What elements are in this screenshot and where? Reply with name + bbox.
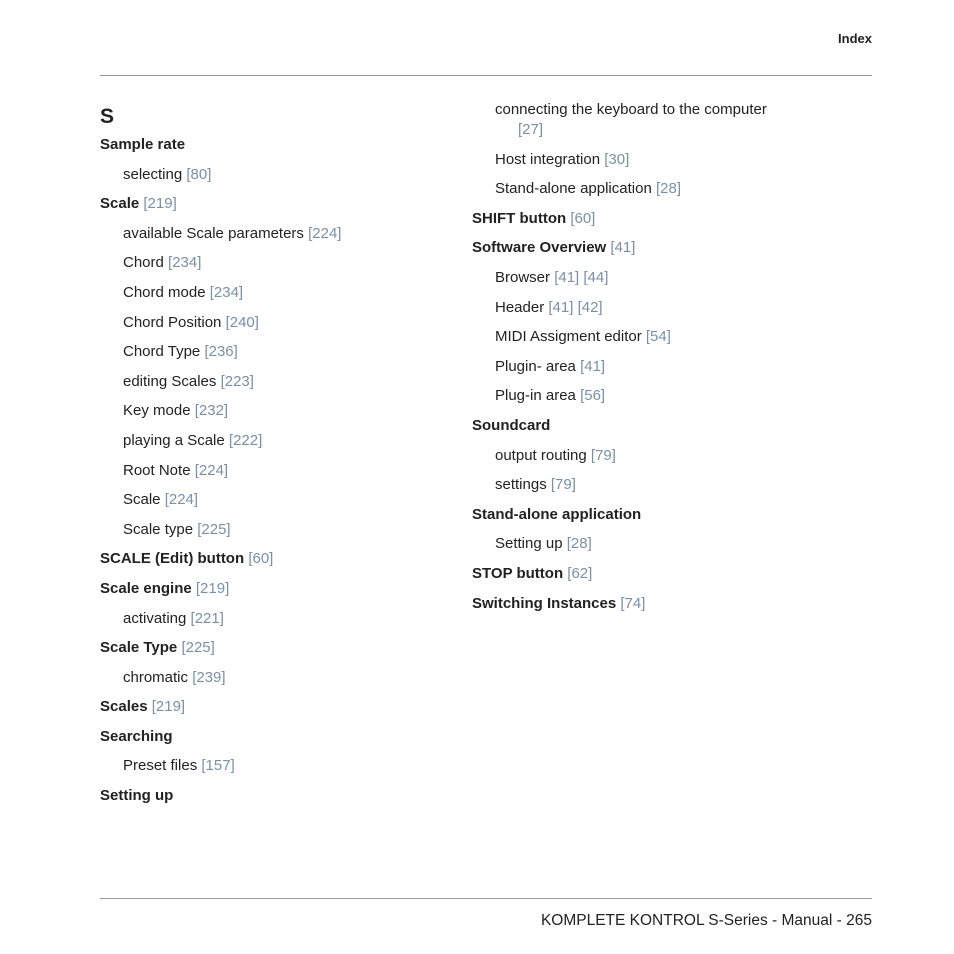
page-refs — [495, 120, 812, 140]
index-sub-entry — [100, 165, 440, 185]
page-refs — [139, 195, 177, 212]
index-term: Plugin- area — [495, 357, 576, 375]
page-footer: KOMPLETE KONTROL S-Series - Manual - 265 — [540, 912, 872, 929]
page-ref-link[interactable]: [79] — [590, 446, 616, 464]
page-refs — [600, 151, 629, 168]
page-refs — [547, 476, 576, 493]
page-refs — [566, 210, 595, 227]
footer-divider — [100, 898, 872, 899]
index-sub-entry — [100, 224, 440, 244]
page-ref-link[interactable]: [56] — [580, 387, 606, 405]
page-ref-link[interactable]: [27] — [518, 121, 544, 138]
page-refs — [587, 447, 616, 464]
page-ref-link[interactable]: [41] — [580, 357, 606, 375]
page-ref-link[interactable]: [221] — [190, 609, 224, 627]
index-term: Stand-alone application — [495, 180, 652, 198]
page-ref-link[interactable]: [41] — [610, 239, 636, 257]
index-sub-entry — [472, 268, 812, 288]
index-sub-entry — [472, 446, 812, 466]
index-sub-entry — [472, 298, 812, 318]
index-term: Browser — [495, 268, 551, 286]
page-ref-link[interactable]: [219] — [151, 698, 186, 716]
page-refs — [188, 669, 226, 686]
index-main-entry — [100, 638, 440, 658]
page-ref-link[interactable]: [157] — [201, 757, 235, 775]
index-term: Soundcard — [472, 416, 551, 434]
page-refs — [563, 535, 592, 552]
page-refs — [216, 373, 254, 390]
index-column-left — [100, 100, 440, 816]
index-sub-entry — [100, 283, 440, 303]
index-term: chromatic — [123, 668, 189, 686]
index-term: Scale — [123, 491, 161, 509]
page-ref-link[interactable]: [41] — [548, 298, 574, 316]
index-term: Searching — [100, 727, 173, 745]
index-term: Key mode — [123, 402, 191, 420]
index-term: available Scale parameters — [123, 224, 304, 242]
index-term: settings — [495, 476, 547, 494]
index-sub-entry — [100, 668, 440, 688]
page-refs — [304, 225, 342, 242]
index-term: Stand-alone application — [472, 505, 642, 523]
page-refs — [191, 462, 229, 479]
index-main-entry — [472, 416, 812, 436]
index-term: STOP button — [472, 564, 564, 582]
index-term: SCALE (Edit) button — [100, 550, 245, 568]
index-main-entry — [100, 549, 440, 569]
page-ref-link[interactable]: [234] — [209, 283, 244, 301]
page-refs — [225, 432, 263, 449]
index-main-entry — [472, 238, 812, 258]
index-term: activating — [123, 609, 187, 627]
index-term: Scale engine — [100, 579, 192, 597]
index-main-entry — [100, 194, 440, 214]
index-sub-entry — [100, 401, 440, 421]
index-term: Host integration — [495, 150, 601, 168]
running-header: Index — [838, 31, 872, 46]
index-sub-entry — [100, 461, 440, 481]
left-entry-list — [100, 135, 440, 806]
index-term: Preset files — [123, 757, 198, 775]
index-term: Sample rate — [100, 136, 186, 153]
page-ref-link[interactable]: [41] — [554, 268, 580, 286]
index-main-entry — [100, 697, 440, 717]
page-ref-link[interactable]: [54] — [645, 328, 671, 346]
page-ref-link[interactable]: [232] — [194, 402, 229, 420]
index-sub-entry — [472, 179, 812, 199]
page-refs — [182, 166, 211, 183]
index-main-entry — [472, 209, 812, 229]
page-ref-link[interactable]: [223] — [220, 372, 254, 390]
index-term: Chord Position — [123, 313, 222, 331]
page-ref-link[interactable]: [225] — [181, 639, 215, 657]
page-ref-link[interactable]: [79] — [550, 476, 576, 494]
index-sub-entry — [472, 150, 812, 170]
page-refs — [642, 328, 671, 345]
index-term: Scale — [100, 195, 140, 213]
page-ref-link[interactable]: [80] — [186, 165, 212, 183]
page-ref-link[interactable]: [74] — [620, 594, 646, 612]
page-ref-link[interactable]: [219] — [195, 579, 230, 597]
page-ref-link[interactable]: [224] — [194, 461, 229, 479]
index-main-entry — [472, 505, 812, 525]
index-sub-entry — [472, 357, 812, 377]
page-refs — [193, 521, 231, 538]
index-term: playing a Scale — [123, 431, 225, 449]
page-refs — [197, 757, 235, 774]
page-refs — [192, 580, 230, 597]
index-term: Setting up — [100, 787, 174, 805]
index-sub-entry — [472, 386, 812, 406]
page-refs — [200, 343, 238, 360]
index-sub-entry — [100, 431, 440, 451]
index-column-right — [472, 100, 812, 623]
index-term: editing Scales — [123, 372, 217, 390]
index-sub-entry — [100, 253, 440, 273]
page-refs — [576, 358, 605, 375]
page-refs — [550, 269, 608, 286]
index-main-entry — [100, 786, 440, 806]
index-term: Scale Type — [100, 639, 178, 657]
page-ref-link[interactable]: [62] — [567, 564, 593, 582]
index-letter-heading: S — [100, 105, 115, 128]
page-ref-link[interactable]: [42] — [577, 298, 603, 316]
index-term: Scales — [100, 698, 148, 716]
index-term: Setting up — [495, 535, 563, 553]
page-refs — [164, 254, 202, 271]
index-term: Chord Type — [123, 343, 201, 361]
page-ref-link[interactable]: [60] — [248, 550, 274, 568]
index-sub-entry — [100, 490, 440, 510]
index-sub-entry — [472, 100, 812, 140]
index-term: output routing — [495, 446, 587, 464]
page-ref-link[interactable]: [30] — [604, 150, 630, 168]
page-ref-link[interactable]: [28] — [566, 535, 592, 553]
page-refs — [563, 565, 592, 582]
index-term: Software Overview — [472, 239, 607, 257]
index-term: Scale type — [123, 520, 194, 538]
index-term: Plug-in area — [495, 387, 576, 405]
page-ref-link[interactable]: [28] — [655, 180, 681, 198]
index-term: Switching Instances — [472, 594, 617, 612]
page-refs — [191, 402, 229, 419]
index-sub-entry — [472, 475, 812, 495]
page-refs — [576, 387, 605, 404]
index-sub-entry — [100, 520, 440, 540]
page-ref-link[interactable]: [234] — [168, 254, 202, 272]
page-ref-link[interactable]: [236] — [204, 343, 238, 361]
index-term: selecting — [123, 165, 183, 183]
index-term: MIDI Assigment editor — [495, 328, 642, 346]
index-main-entry — [472, 564, 812, 584]
page-refs — [544, 299, 602, 316]
page-refs — [221, 314, 259, 331]
index-term: Root Note — [123, 461, 191, 479]
page-refs — [186, 610, 224, 627]
page-ref-link[interactable]: [44] — [583, 268, 609, 286]
page-refs — [244, 550, 273, 567]
index-sub-entry — [100, 372, 440, 392]
index-sub-entry — [100, 313, 440, 333]
header-divider — [100, 75, 872, 76]
page-ref-link[interactable]: [60] — [570, 209, 596, 227]
index-main-entry — [100, 579, 440, 599]
page-ref-link[interactable]: [240] — [225, 313, 259, 331]
page-refs — [616, 595, 645, 612]
page-refs — [148, 698, 186, 715]
page-ref-link[interactable]: [224] — [308, 224, 342, 242]
index-sub-entry — [100, 342, 440, 362]
page-ref-link[interactable]: [219] — [143, 195, 177, 213]
page-ref-link[interactable]: [224] — [164, 491, 199, 509]
index-term: Chord mode — [123, 283, 206, 301]
index-main-entry — [100, 727, 440, 747]
page-refs — [161, 491, 199, 508]
page-refs — [652, 180, 681, 197]
index-sub-entry — [100, 609, 440, 629]
page-refs — [606, 239, 635, 256]
right-entry-list — [472, 100, 812, 614]
index-sub-entry — [100, 756, 440, 776]
index-main-entry — [472, 594, 812, 614]
index-term: SHIFT button — [472, 209, 567, 227]
page-refs — [206, 284, 244, 301]
index-sub-entry — [472, 534, 812, 554]
page-ref-link[interactable]: [239] — [192, 668, 226, 686]
index-term: Header — [495, 298, 545, 316]
index-term: connecting the keyboard to the computer — [495, 101, 767, 118]
page-ref-link[interactable]: [225] — [197, 520, 231, 538]
index-sub-entry — [472, 327, 812, 347]
index-main-entry — [100, 135, 440, 155]
page-refs — [177, 639, 215, 656]
index-term: Chord — [123, 254, 164, 272]
page-ref-link[interactable]: [222] — [228, 431, 263, 449]
